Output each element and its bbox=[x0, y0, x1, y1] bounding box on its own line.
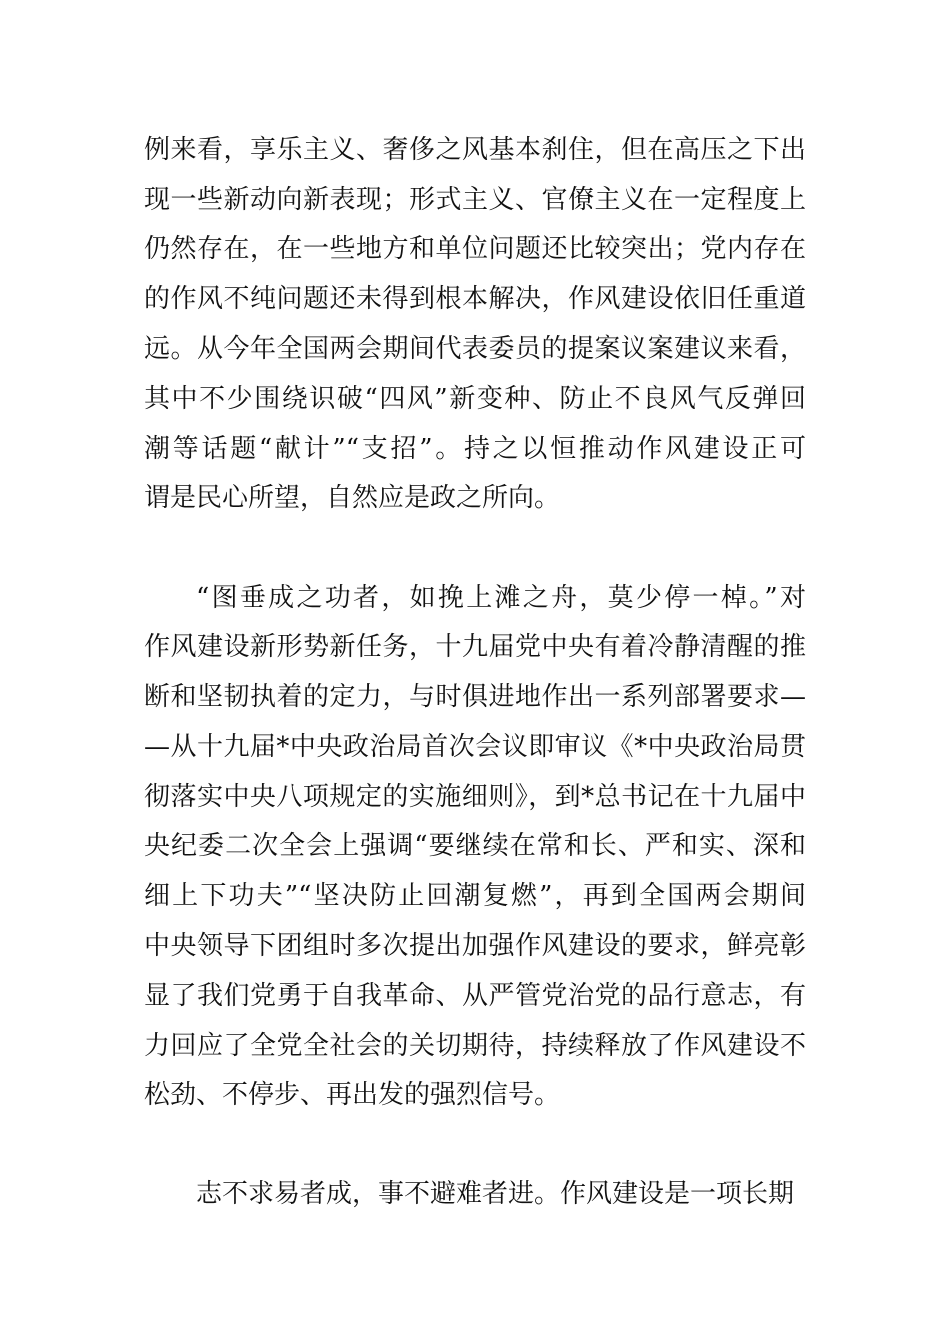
paragraph-1-line-2: 现一些新动向新表现；形式主义、官僚主义在一定程度上 bbox=[144, 185, 806, 215]
paragraph-1-line-4: 的作风不纯问题还未得到根本解决，作风建设依旧任重道 bbox=[144, 284, 806, 314]
paragraph-2-line-6: 央纪委二次全会上强调“要继续在常和长、严和实、深和 bbox=[144, 831, 806, 861]
paragraph-1-line-6: 其中不少围绕识破“四风”新变种、防止不良风气反弹回 bbox=[144, 384, 806, 414]
paragraph-2-line-3: 断和坚韧执着的定力，与时俱进地作出一系列部署要求— bbox=[144, 682, 806, 712]
paragraph-1-line-5: 远。从今年全国两会期间代表委员的提案议案建议来看， bbox=[144, 334, 806, 364]
paragraph-2-line-4: —从十九届*中央政治局首次会议即审议《*中央政治局贯 bbox=[144, 732, 806, 762]
paragraph-2-line-2: 作风建设新形势新任务，十九届党中央有着冷静清醒的推 bbox=[144, 632, 806, 662]
paragraph-1-line-3: 仍然存在，在一些地方和单位问题还比较突出；党内存在 bbox=[144, 234, 806, 264]
paragraph-2-line-1: “图垂成之功者，如挽上滩之舟，莫少停一棹。”对 bbox=[196, 583, 806, 613]
paragraph-1-line-7: 潮等话题“献计”“支招”。持之以恒推动作风建设正可 bbox=[144, 434, 806, 464]
paragraph-2-line-9: 显了我们党勇于自我革命、从严管党治党的品行意志，有 bbox=[144, 981, 806, 1011]
paragraph-2-line-10: 力回应了全党全社会的关切期待，持续释放了作风建设不 bbox=[144, 1031, 806, 1061]
paragraph-1-line-1: 例来看，享乐主义、奢侈之风基本刹住，但在高压之下出 bbox=[144, 135, 806, 165]
paragraph-3-line-1: 志不求易者成，事不避难者进。作风建设是一项长期 bbox=[196, 1179, 795, 1209]
paragraph-2-line-11: 松劲、不停步、再出发的强烈信号。 bbox=[144, 1080, 561, 1110]
paragraph-2-line-5: 彻落实中央八项规定的实施细则》，到*总书记在十九届中 bbox=[144, 782, 806, 812]
paragraph-2-line-7: 细上下功夫”“坚决防止回潮复燃”，再到全国两会期间 bbox=[144, 881, 806, 911]
paragraph-2-line-8: 中央领导下团组时多次提出加强作风建设的要求，鲜亮彰 bbox=[144, 931, 806, 961]
paragraph-1-line-8: 谓是民心所望，自然应是政之所向。 bbox=[144, 483, 561, 513]
